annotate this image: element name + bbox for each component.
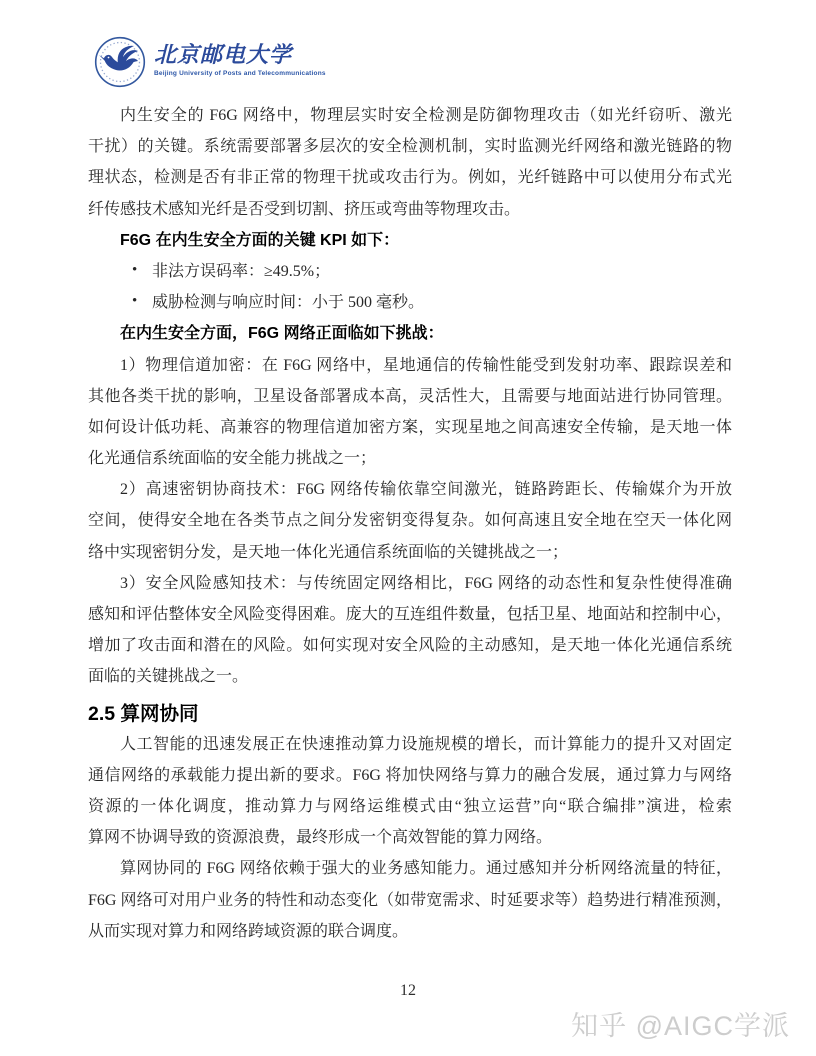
university-logo	[94, 36, 326, 88]
bullet-text: 非法方误码率：≥49.5%；	[152, 262, 331, 280]
paragraph-line: 理状态，检测是否有非正常的物理干扰或攻击行为。例如，光纤链路中可以使用分布式光	[88, 169, 732, 187]
paragraph-line: 感知和评估整体安全风险变得困难。庞大的互连组件数量，包括卫星、地面站和控制中心，	[88, 606, 732, 623]
bullet-item	[88, 287, 732, 318]
paragraph-line: 通信网络的承载能力提出新的要求。F6G 将加快网络与算力的融合发展，通过算力与网络	[88, 766, 732, 784]
paragraph-line: 3）安全风险感知技术：与传统固定网络相比，F6G 网络的动态性和复杂性使得准确	[120, 574, 732, 592]
bold-heading: 在内生安全方面，F6G 网络正面临如下挑战：	[120, 325, 444, 343]
paragraph-line: 2）高速密钥协商技术：F6G 网络传输依靠空间激光，链路跨距长、传输媒介为开放	[120, 481, 732, 499]
paragraph-line: 其他各类干扰的影响，卫星设备部署成本高，灵活性大，且需要与地面站进行协同管理。	[88, 387, 732, 405]
bullet-item	[88, 256, 732, 287]
paragraph-line: F6G 网络可对用户业务的特性和动态变化（如带宽需求、时延要求等）趋势进行精准预测，	[88, 891, 732, 909]
bold-heading: F6G 在内生安全方面的关键 KPI 如下：	[120, 231, 400, 249]
paragraph-line: 化光通信系统面临的安全能力挑战之一；	[88, 450, 377, 468]
bullet-dot-icon: •	[132, 293, 138, 310]
university-emblem-icon	[94, 36, 146, 88]
bullet-text: 威胁检测与响应时间：小于 500 毫秒。	[152, 294, 425, 312]
paragraph-line: 干扰）的关键。系统需要部署多层次的安全检测机制，实时监测光纤网络和激光链路的物	[88, 138, 732, 156]
watermark: 知乎 @AIGC学派	[571, 1011, 790, 1041]
paragraph-line: 增加了攻击面和潜在的风险。如何实现对安全风险的主动感知，是天地一体化光通信系统	[88, 637, 732, 655]
paragraph-line: 面临的关键挑战之一。	[88, 668, 249, 686]
paragraph-line: 从而实现对算力和网络跨域资源的联合调度。	[88, 922, 409, 940]
paragraph-line: 资源的一体化调度，推动算力与网络运维模式由“独立运营”向“联合编排”演进，检索	[88, 797, 732, 815]
paragraph-line: 人工智能的迅速发展正在快速推动算力设施规模的增长，而计算能力的提升又对固定	[120, 735, 732, 753]
page-number: 12	[400, 982, 416, 999]
paragraph-line: 算网不协调导致的资源浪费，最终形成一个高效智能的算力网络。	[88, 829, 553, 847]
paragraph-line: 算网协同的 F6G 网络依赖于强大的业务感知能力。通过感知并分析网络流量的特征，	[120, 860, 732, 878]
paragraph-line: 1）物理信道加密：在 F6G 网络中，星地通信的传输性能受到发射功率、跟踪误差和	[120, 356, 732, 374]
university-name-cn: 北京邮电大学	[154, 42, 293, 67]
university-name-en: Beijing University of Posts and Telecommunications	[154, 70, 326, 78]
document-content	[88, 100, 732, 947]
paragraph-line: 络中实现密钥分发，是天地一体化光通信系统面临的关键挑战之一；	[88, 543, 569, 561]
paragraph-line: 内生安全的 F6G 网络中，物理层实时安全检测是防御物理攻击（如光纤窃听、激光	[120, 107, 732, 124]
paragraph-line: 如何设计低功耗、高兼容的物理信道加密方案，实现星地之间高速安全传输，是天地一体	[88, 418, 732, 436]
paragraph-line: 纤传感技术感知光纤是否受到切割、挤压或弯曲等物理攻击。	[88, 200, 521, 218]
bullet-dot-icon: •	[132, 261, 138, 278]
section-heading: 2.5 算网协同	[88, 702, 199, 725]
paragraph-line: 空间，使得安全地在各类节点之间分发密钥变得复杂。如何高速且安全地在空天一体化网	[88, 512, 732, 530]
university-name	[154, 36, 326, 77]
